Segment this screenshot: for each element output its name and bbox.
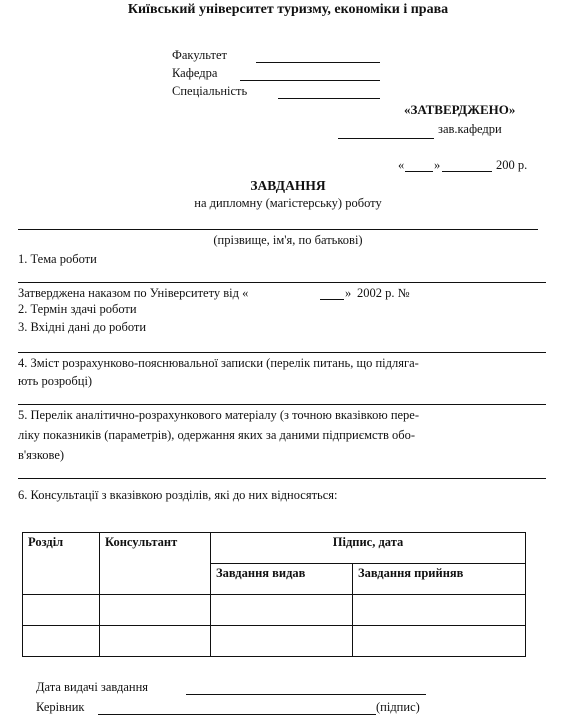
faculty-label: Факультет xyxy=(172,48,227,62)
table-header-row xyxy=(23,533,526,564)
approval-date-close: » xyxy=(434,158,441,172)
task-title: ЗАВДАННЯ xyxy=(250,178,326,193)
order-end: 2002 р. № xyxy=(357,286,410,300)
table-cell[interactable] xyxy=(353,595,526,626)
input-data-field[interactable] xyxy=(18,352,546,353)
col-consultant-header: Консультант xyxy=(100,533,211,595)
approval-month-field[interactable] xyxy=(442,171,492,172)
approval-title: «ЗАТВЕРДЖЕНО» xyxy=(404,102,516,117)
issue-date-label: Дата видачі завдання xyxy=(36,680,149,694)
topic-label: 1. Тема роботи xyxy=(18,252,97,266)
col-signature-date-header: Підпис, дата xyxy=(211,533,526,564)
supervisor-label: Керівник xyxy=(36,700,85,714)
order-mid: » xyxy=(345,286,352,300)
contents-line-1: 4. Зміст розрахунково-пояснювальної записки (перелік питань, що підляга- xyxy=(18,356,419,370)
table-cell[interactable] xyxy=(211,595,353,626)
order-label: Затверджена наказом по Університету від « xyxy=(18,286,249,300)
col-section-header: Розділ xyxy=(23,533,100,595)
order-day-field[interactable] xyxy=(320,299,344,300)
name-hint: (прізвище, ім'я, по батькові) xyxy=(213,233,363,247)
table-row xyxy=(23,626,526,657)
specialty-field[interactable] xyxy=(278,98,380,99)
table-cell[interactable] xyxy=(100,626,211,657)
department-label: Кафедра xyxy=(172,66,218,80)
head-signature-field[interactable] xyxy=(338,138,434,139)
signature-hint: (підпис) xyxy=(376,700,420,714)
deadline-label: 2. Термін здачі роботи xyxy=(18,302,137,316)
department-field[interactable] xyxy=(240,80,380,81)
consultations-table xyxy=(22,532,526,657)
table-cell[interactable] xyxy=(23,626,100,657)
col-task-issued-header: Завдання видав xyxy=(211,564,353,595)
analytics-line-1: 5. Перелік аналітично-розрахункового матеріалу (з точною вказівкою пере- xyxy=(18,408,420,422)
student-name-field[interactable] xyxy=(18,229,538,230)
contents-line-2: ють розробці) xyxy=(18,374,93,388)
table-cell[interactable] xyxy=(100,595,211,626)
approval-year: 200 р. xyxy=(496,158,528,172)
analytics-field[interactable] xyxy=(18,478,546,479)
table-cell[interactable] xyxy=(211,626,353,657)
input-data-label: 3. Вхідні дані до роботи xyxy=(18,320,147,334)
supervisor-signature-field[interactable] xyxy=(98,714,376,715)
table-row xyxy=(23,595,526,626)
task-subtitle: на дипломну (магістерську) роботу xyxy=(194,196,382,210)
contents-field[interactable] xyxy=(18,404,546,405)
approval-date-open: « xyxy=(398,158,405,172)
consultations-label: 6. Консультації з вказівкою розділів, які до них відносяться: xyxy=(18,488,338,502)
topic-field[interactable] xyxy=(18,282,546,283)
analytics-line-2: ліку показників (параметрів), одержання яких за даними підприємств обо- xyxy=(18,428,416,442)
issue-date-field[interactable] xyxy=(186,694,426,695)
analytics-line-3: в'язкове) xyxy=(18,448,65,462)
university-name: Київський університет туризму, економіки і права xyxy=(127,2,449,17)
approval-day-field[interactable] xyxy=(405,171,433,172)
specialty-label: Спеціальність xyxy=(172,84,248,98)
approval-head: зав.кафедри xyxy=(438,122,502,136)
table-cell[interactable] xyxy=(353,626,526,657)
col-task-accepted-header: Завдання прийняв xyxy=(353,564,526,595)
faculty-field[interactable] xyxy=(256,62,380,63)
table-cell[interactable] xyxy=(23,595,100,626)
